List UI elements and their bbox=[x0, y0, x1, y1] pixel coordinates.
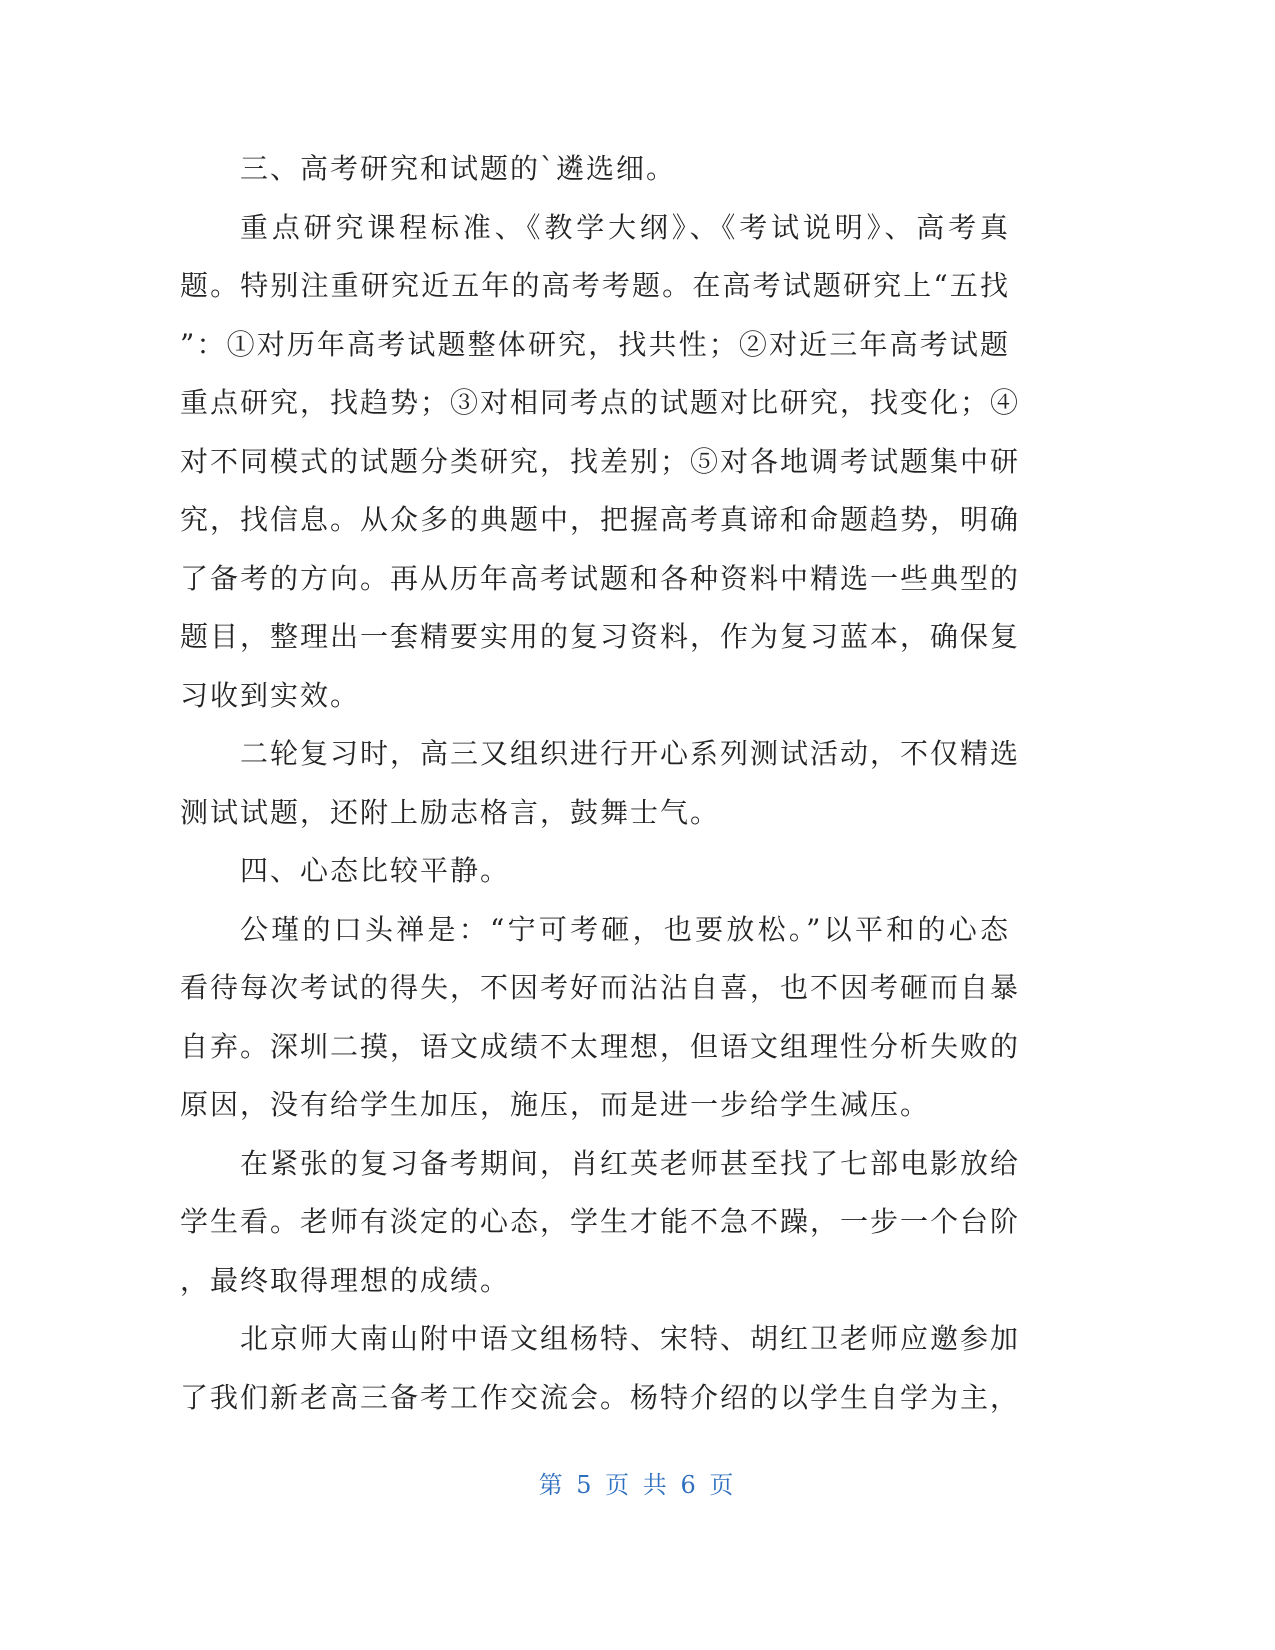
body-text bbox=[180, 140, 1021, 1427]
text-line: 题目，整理出一套精要实用的复习资料，作为复习蓝本，确保复 bbox=[180, 620, 1021, 653]
text-line: 原因，没有给学生加压，施压，而是进一步给学生减压。 bbox=[180, 1088, 931, 1121]
text-line: ，最终取得理想的成绩。 bbox=[180, 1263, 511, 1297]
text-line: 自弃。深圳二摸，语文成绩不太理想，但语文组理性分析失败的 bbox=[180, 1029, 1021, 1063]
text-line: 了备考的方向。再从历年高考试题和各种资料中精选一些典型的 bbox=[180, 561, 1021, 595]
text-line: ”：①对历年高考试题整体研究，找共性；②对近三年高考试题 bbox=[180, 327, 1010, 361]
text-line: 学生看。老师有淡定的心态，学生才能不急不躁，一步一个台阶 bbox=[180, 1205, 1021, 1238]
text-line: 三、高考研究和试题的`遴选细。 bbox=[240, 152, 677, 185]
text-line: 题。特别注重研究近五年的高考考题。在高考试题研究上“五找 bbox=[180, 269, 1010, 302]
text-line: 北京师大南山附中语文组杨特、宋特、胡红卫老师应邀参加 bbox=[240, 1322, 1021, 1355]
text-line: 二轮复习时，高三又组织进行开心系列测试活动，不仅精选 bbox=[240, 737, 1021, 770]
text-line: 了我们新老高三备考工作交流会。杨特介绍的以学生自学为主， bbox=[180, 1380, 1021, 1414]
page-footer: 第 5 页 共 6 页 bbox=[538, 1471, 737, 1499]
text-line: 看待每次考试的得失，不因考好而沾沾自喜，也不因考砸而自暴 bbox=[180, 971, 1021, 1004]
text-line: 四、心态比较平静。 bbox=[240, 854, 511, 887]
text-line: 究，找信息。从众多的典题中，把握高考真谛和命题趋势，明确 bbox=[180, 503, 1021, 536]
text-line: 重点研究课程标准、《教学大纲》、《考试说明》、高考真 bbox=[240, 210, 1010, 244]
text-line: 公瑾的口头禅是：“宁可考砸，也要放松。”以平和的心态 bbox=[240, 912, 1010, 946]
text-line: 在紧张的复习备考期间，肖红英老师甚至找了七部电影放给 bbox=[240, 1146, 1021, 1180]
text-line: 测试试题，还附上励志格言，鼓舞士气。 bbox=[180, 795, 721, 829]
text-line: 对不同模式的试题分类研究，找差别；⑤对各地调考试题集中研 bbox=[180, 444, 1021, 478]
text-line: 重点研究，找趋势；③对相同考点的试题对比研究，找变化；④ bbox=[180, 386, 1021, 419]
text-line: 习收到实效。 bbox=[180, 678, 361, 712]
